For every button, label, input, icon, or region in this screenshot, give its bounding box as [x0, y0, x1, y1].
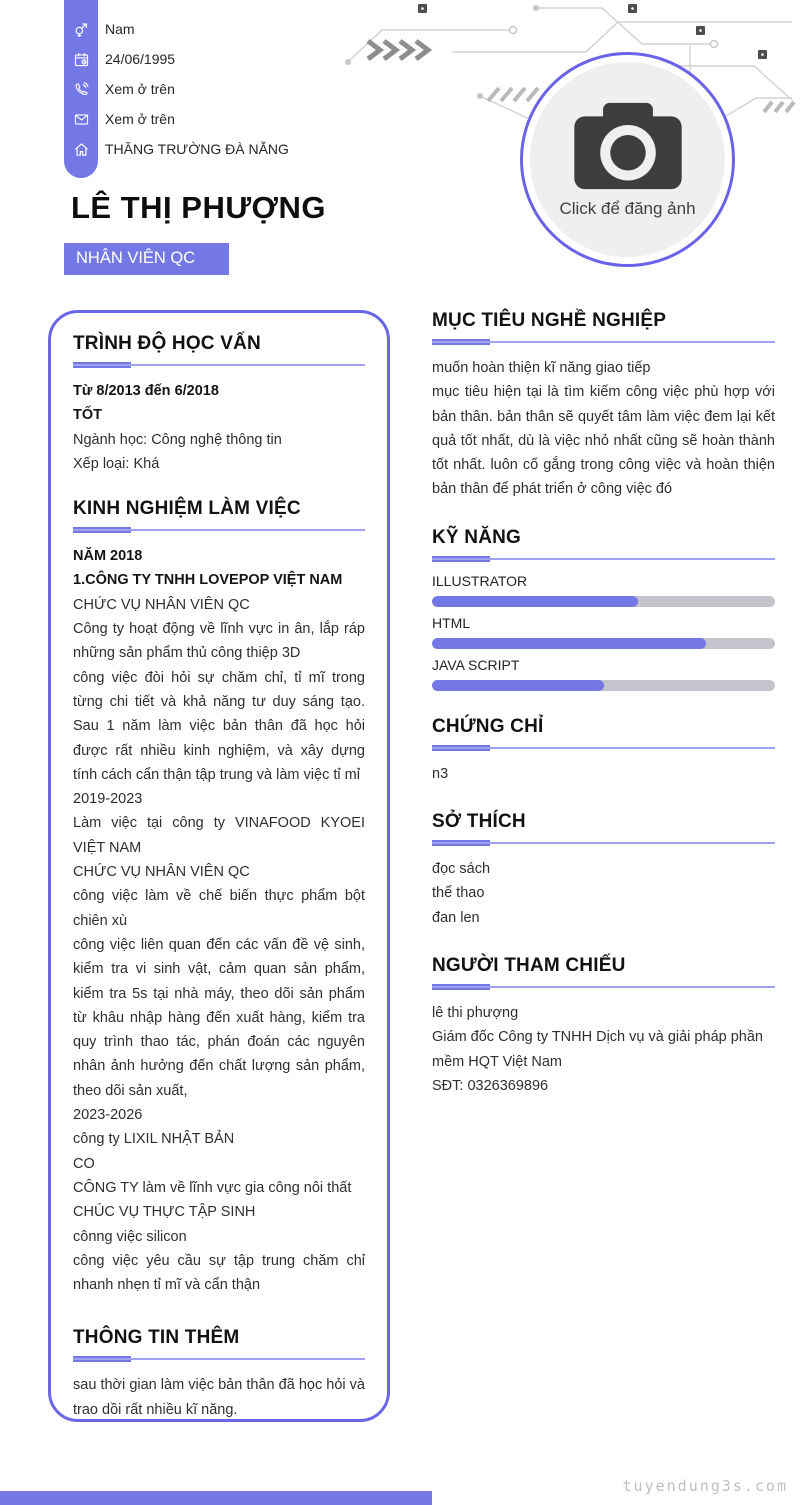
site-watermark: tuyendung3s.com: [622, 1477, 788, 1495]
text-line: mục tiêu hiện tại là tìm kiếm công việc phù hợp với bản thân. bản thân sẽ quyết tâm làm việc đem lại kết quả tốt nhất, dù là việc nhỏ nhất cũng sẽ hoàn thành tốt nhất. luôn cố gắng trong công việc và hoàn thiện bản thân để phát triển ở công việc đó: [432, 384, 775, 498]
text-line: n3: [432, 765, 449, 782]
section-underline: [432, 339, 775, 345]
text-line: Ngành học: Công nghệ thông tin: [73, 431, 282, 448]
text-line: Từ 8/2013 đến 6/2018: [73, 383, 219, 399]
text-line: công việc liên quan đến các vấn đề vệ sinh, kiểm tra vi sinh vật, cảm quan sản phẩm, kiểm tra 5s tại nhà máy, theo dõi sản phẩm từ khâu nhập hàng đến xuất hàng, kiểm tra quy trình thao tác, phán đoán các nguyên nhân ảnh hưởng đến chất lượng sản phẩm, theo dõi sản xuất,: [73, 936, 365, 1099]
contact-value: Xem ở trên: [105, 111, 175, 127]
section-underline: [73, 527, 365, 533]
contact-icon-rail: [64, 0, 98, 178]
section-underline: [432, 984, 775, 990]
education-title: TRÌNH ĐỘ HỌC VẤN: [73, 333, 261, 354]
additional-info-content: [73, 1373, 365, 1422]
text-line: NĂM 2018: [73, 548, 143, 565]
hobbies-content: [432, 857, 775, 930]
candidate-name: LÊ THỊ PHƯỢNG: [71, 190, 326, 225]
section-underline: [432, 556, 775, 562]
section-underline: [432, 840, 775, 846]
photo-inner-circle: [530, 62, 725, 257]
gender-icon: [73, 14, 90, 44]
objective-content: [432, 356, 775, 502]
text-line: CHỨC VỤ NHÂN VIÊN QC: [73, 596, 250, 613]
contact-info-list: [105, 14, 289, 164]
text-line: lê thi phượng: [432, 1004, 519, 1021]
skill-label: HTML: [432, 614, 471, 631]
additional-info-title: THÔNG TIN THÊM: [73, 1327, 240, 1349]
section-hobbies: [432, 811, 775, 930]
section-underline: [73, 362, 365, 368]
skill-bar-fill: [432, 596, 638, 607]
section-certificates: [432, 716, 775, 786]
section-experience: [73, 498, 365, 1297]
text-line: công ty LIXIL NHẬT BẢN: [73, 1131, 235, 1148]
skill-bar-fill: [432, 638, 706, 649]
right-column: [432, 310, 775, 1123]
home-icon: [73, 134, 90, 164]
skill-bar-track: [432, 680, 775, 691]
education-content: [73, 379, 365, 476]
skill-bar-fill: [432, 680, 604, 691]
text-line: Xếp loại: Khá: [73, 455, 160, 472]
text-line: TỐT: [73, 407, 102, 424]
left-column-card: [48, 310, 390, 1422]
contact-value: 24/06/1995: [105, 51, 176, 67]
camera-icon: [570, 101, 686, 193]
skill-bar-track: [432, 638, 775, 649]
skill-item: [432, 573, 775, 607]
text-line: CHỨC VỤ NHÂN VIÊN QC: [73, 864, 250, 881]
text-line: CHÚC VỤ THỰC TẬP SINH: [73, 1204, 256, 1221]
text-line: Làm việc tại công ty VINAFOOD KYOEI VIỆT NAM: [73, 815, 365, 856]
references-content: [432, 1001, 775, 1098]
job-title-badge: NHÂN VIÊN QC: [64, 243, 229, 275]
skill-item: [432, 657, 775, 691]
section-education: [73, 333, 365, 476]
skills-list: [432, 573, 775, 691]
hobbies-title: SỞ THÍCH: [432, 811, 526, 833]
photo-upload-placeholder[interactable]: [520, 52, 735, 267]
experience-content: [73, 544, 365, 1297]
section-references: [432, 955, 775, 1098]
text-line: công việc làm về chế biến thực phẩm bột chiên xù: [73, 888, 365, 929]
text-line: 1.CÔNG TY TNHH LOVEPOP VIỆT NAM: [73, 572, 343, 589]
section-skills: [432, 527, 775, 691]
section-objective: [432, 310, 775, 502]
contact-value: THĂNG TRƯỜNG ĐÀ NẴNG: [105, 141, 289, 157]
text-line: CO: [73, 1155, 95, 1172]
text-line: công việc yêu cầu sự tập trung chăm chỉ nhanh nhẹn tỉ mĩ và cẩn thận: [73, 1252, 365, 1294]
text-line: 2019-2023: [73, 791, 143, 808]
text-line: đọc sách: [432, 861, 491, 878]
certificates-content: [432, 762, 775, 786]
references-title: NGƯỜI THAM CHIẾU: [432, 954, 626, 976]
phone-icon: [73, 74, 90, 104]
skill-label: ILLUSTRATOR: [432, 572, 528, 589]
objective-title: MỤC TIÊU NGHỀ NGHIỆP: [432, 310, 667, 331]
section-additional-info: [73, 1327, 365, 1422]
text-line: CÔNG TY làm về lĩnh vực gia công nôi thất: [73, 1179, 352, 1196]
certificates-title: CHỨNG CHỈ: [432, 715, 544, 737]
contact-value: Xem ở trên: [105, 81, 175, 97]
text-line: 2023-2026: [73, 1107, 143, 1124]
mail-icon: [73, 104, 90, 134]
section-underline: [73, 1356, 365, 1362]
text-line: công việc đòi hỏi sự chăm chỉ, tỉ mĩ trong từng chi tiết và khả năng tư duy sáng tạo. Sau 1 năm làm việc bản thân đã học hỏi được rất nhiều kinh nghiệm, và xây dựng tính cách cẩn thận tập trung và làm việc tỉ mỉ: [73, 669, 365, 783]
text-line: muốn hoàn thiện kĩ năng giao tiếp: [432, 360, 651, 376]
contact-value: Nam: [105, 21, 135, 37]
experience-title: KINH NGHIỆM LÀM VIỆC: [73, 498, 301, 520]
skill-item: [432, 615, 775, 649]
calendar-icon: [73, 44, 90, 74]
text-line: thể thao: [432, 885, 485, 902]
text-line: Giám đốc Công ty TNHH Dịch vụ và giải pháp phần mềm HQT Việt Nam: [432, 1029, 763, 1070]
text-line: SĐT: 0326369896: [432, 1077, 549, 1094]
text-line: đan len: [432, 909, 480, 926]
photo-upload-label: Click để đăng ảnh: [559, 198, 696, 218]
section-underline: [432, 745, 775, 751]
text-line: sau thời gian làm việc bản thân đã học hỏi và trao dồi rất nhiều kĩ năng.: [73, 1377, 365, 1418]
text-line: cônng việc silicon: [73, 1228, 187, 1245]
text-line: Công ty hoạt động về lĩnh vực in ân, lắp ráp những sản phẩm thủ công thiệp 3D: [73, 621, 365, 662]
skills-title: KỸ NĂNG: [432, 526, 522, 548]
footer-accent-bar: [0, 1491, 432, 1505]
skill-label: JAVA SCRIPT: [432, 656, 520, 673]
skill-bar-track: [432, 596, 775, 607]
